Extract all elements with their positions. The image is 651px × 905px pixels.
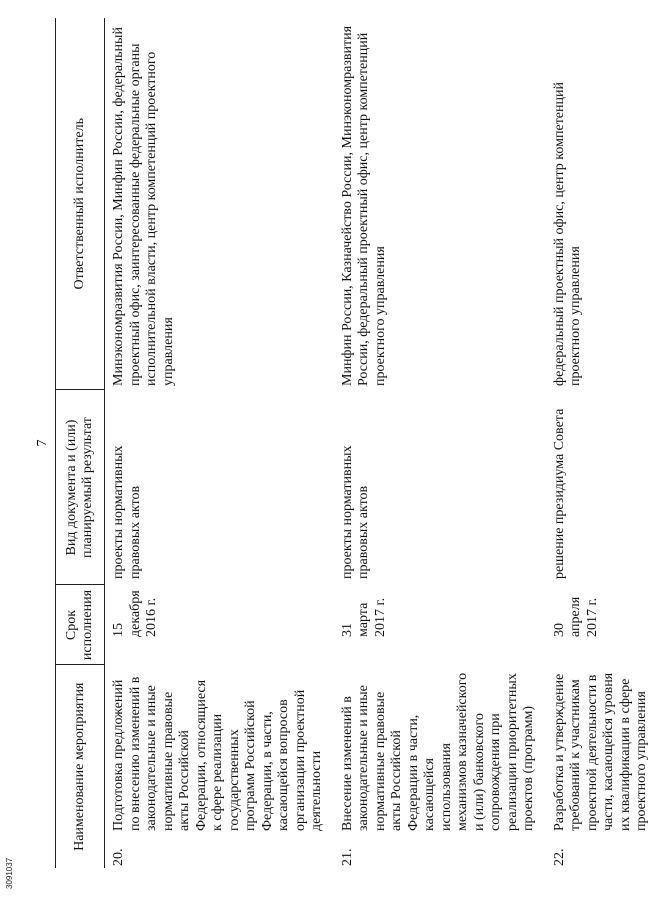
measures-table	[55, 18, 651, 868]
rotated-page	[35, 18, 649, 868]
row-term: 31 марта 2017 г.	[339, 597, 388, 637]
row-doc: решение президиума Совета	[551, 408, 567, 579]
row-doc: проекты нормативных правовых актов	[111, 445, 143, 579]
row-number: 22.	[551, 848, 567, 866]
table-row	[105, 18, 326, 868]
row-action: Разработка и утверждение требований к участникам проектной деятельности в части, касающейся уровня их квалификации в сфере проектного управления	[551, 672, 649, 831]
row-term: 15 декабря 2016 г.	[111, 590, 159, 637]
stamp-number: 3091037	[5, 857, 14, 889]
table-header-row	[56, 18, 105, 868]
row-responsible: Минфин России, Казначейство России, Минэкономразвития России, федеральный проектный офис, центр компетенций проектного управления	[339, 25, 388, 386]
header-doc: Вид документа и (или) планируемый результат	[56, 390, 105, 585]
table-row	[538, 18, 651, 868]
row-number: 21.	[339, 848, 355, 866]
row-doc: проекты нормативных правовых актов	[339, 445, 371, 579]
header-term: Срок исполнения	[56, 585, 105, 665]
row-responsible: Минэкономразвития России, Минфин России, федеральный проектный офис, заинтересованные федеральные органы исполнительной власти, центр компетенций проектного управления	[111, 27, 176, 386]
page-number: 7	[35, 439, 50, 447]
header-action: Наименование мероприятия	[56, 665, 105, 868]
table-row	[326, 18, 538, 868]
row-action: Подготовка предложений по внесению изменений в законодательные и иные нормативные правовые акты Российской Федерации, относящиеся к сфере реализации государственных программ Российской Федерации, в части, касающейся вопросов организации проектной деятельности	[111, 676, 324, 831]
row-number: 20.	[111, 848, 126, 866]
document-stamp	[2, 833, 20, 893]
row-term: 30 апреля 2017 г.	[551, 596, 600, 637]
row-action: Внесение изменений в законодательные и иные нормативные правовые акты Российской Федерации в части, касающейся использования механизмов казначейского и (или) банковского сопровождения при реализации приоритетных проектов (программ)	[339, 672, 536, 831]
header-responsible: Ответственный исполнитель	[56, 18, 105, 390]
row-responsible: федеральный проектный офис, центр компетенций проектного управления	[551, 82, 583, 386]
